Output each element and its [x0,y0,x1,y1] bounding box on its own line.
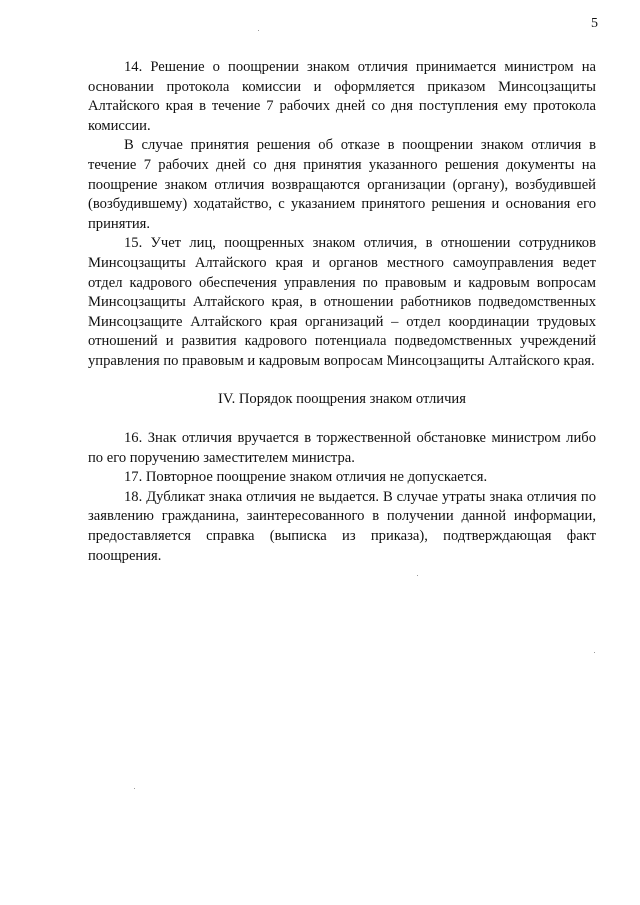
paragraph-18: 18. Дубликат знака отличия не выдается. В случае утраты знака отличия по заявлению гражданина, заинтересованного в получении данной информации, предоставляется справка (выписка из приказа), подтверждающая факт поощрения. [88,488,596,564]
scan-speck [134,788,135,789]
scan-speck [594,652,595,653]
paragraph-14-refusal: В случае принятия решения об отказе в поощрении знаком отличия в течение 7 рабочих дней со дня принятия указанного решения документы на поощрение знаком отличия возвращаются организации (органу), возбудившей (возбудившему) ходатайство, с указанием принятого решения и основания его принятия. [88,137,596,232]
document-body [88,58,596,566]
paragraph-15: 15. Учет лиц, поощренных знаком отличия, в отношении сотрудников Минсоцзащиты Алтайского края и органов местного самоуправления ведет отдел кадрового обеспечения управления по правовым и кадровым вопросам Минсоцзащиты Алтайского края, в отношении работников подведомственных Минсоцзащите Алтайского края организаций – отдел координации трудовых отношений и развития кадрового потенциала подведомственных учреждений управления по правовым и кадровым вопросам Минсоцзащиты Алтайского края. [88,235,596,369]
scan-speck [258,30,259,31]
paragraph-14: 14. Решение о поощрении знаком отличия принимается министром на основании протокола комиссии и оформляется приказом Минсоцзащиты Алтайского края в течение 7 рабочих дней со дня поступления ему протокола комиссии. [88,59,596,134]
paragraph-17: 17. Повторное поощрение знаком отличия не допускается. [124,469,488,486]
paragraph-16: 16. Знак отличия вручается в торжественной обстановке министром либо по его поручению заместителем министра. [88,430,596,466]
scan-speck [417,575,418,576]
page-number: 5 [591,16,598,31]
section-heading-iv: IV. Порядок поощрения знаком отличия [218,390,466,407]
